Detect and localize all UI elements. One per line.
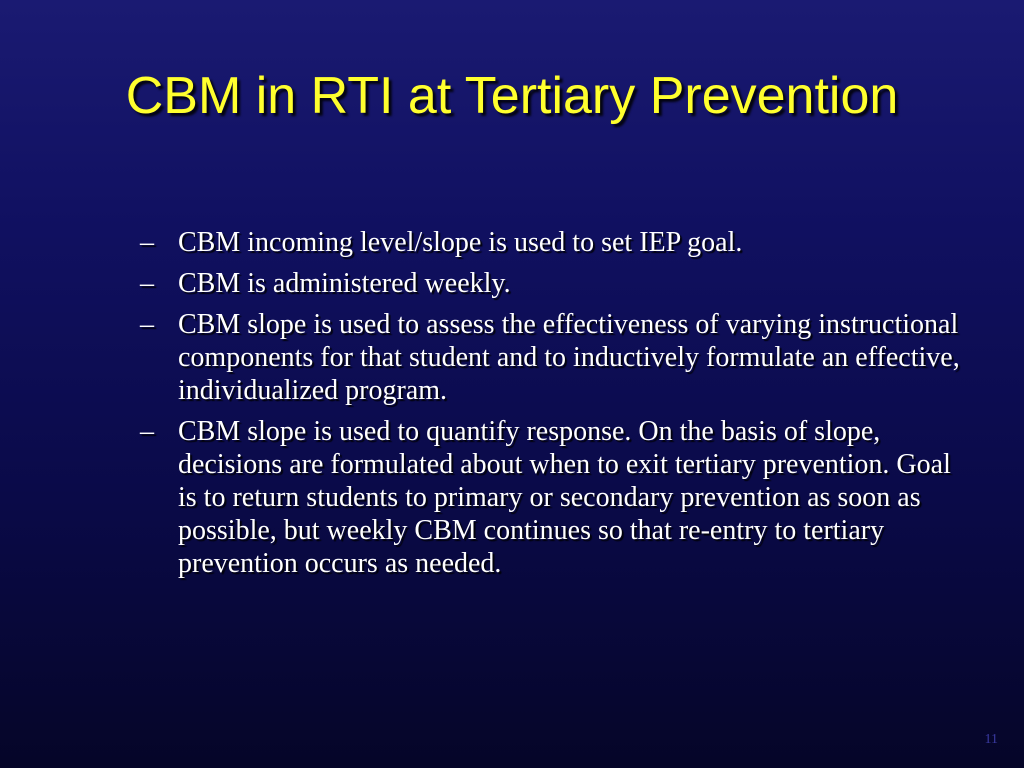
bullet-text: CBM incoming level/slope is used to set IEP goal. xyxy=(178,227,743,258)
bullet-text: CBM slope is used to assess the effectiveness of varying instructional components for that student and to inductively formulate an effective, individualized program. xyxy=(178,309,960,406)
bullet-text: CBM slope is used to quantify response. On the basis of slope, decisions are formulated about when to exit tertiary prevention. Goal is to return students to primary or secondary prevention as soon as possible, but weekly CBM continues so that re-entry to tertiary prevention occurs as needed. xyxy=(178,416,951,579)
dash-bullet-icon: – xyxy=(140,416,154,447)
bullet-item xyxy=(140,267,970,300)
slide-number: 11 xyxy=(984,732,998,747)
bullet-item xyxy=(140,415,970,580)
bullet-item xyxy=(140,226,970,259)
dash-bullet-icon: – xyxy=(140,309,154,340)
dash-bullet-icon: – xyxy=(140,227,154,258)
dash-bullet-icon: – xyxy=(140,268,154,299)
bullet-item xyxy=(140,308,970,407)
bullet-text: CBM is administered weekly. xyxy=(178,268,511,299)
slide-title: CBM in RTI at Tertiary Prevention xyxy=(125,67,899,125)
bullet-list xyxy=(140,226,970,588)
